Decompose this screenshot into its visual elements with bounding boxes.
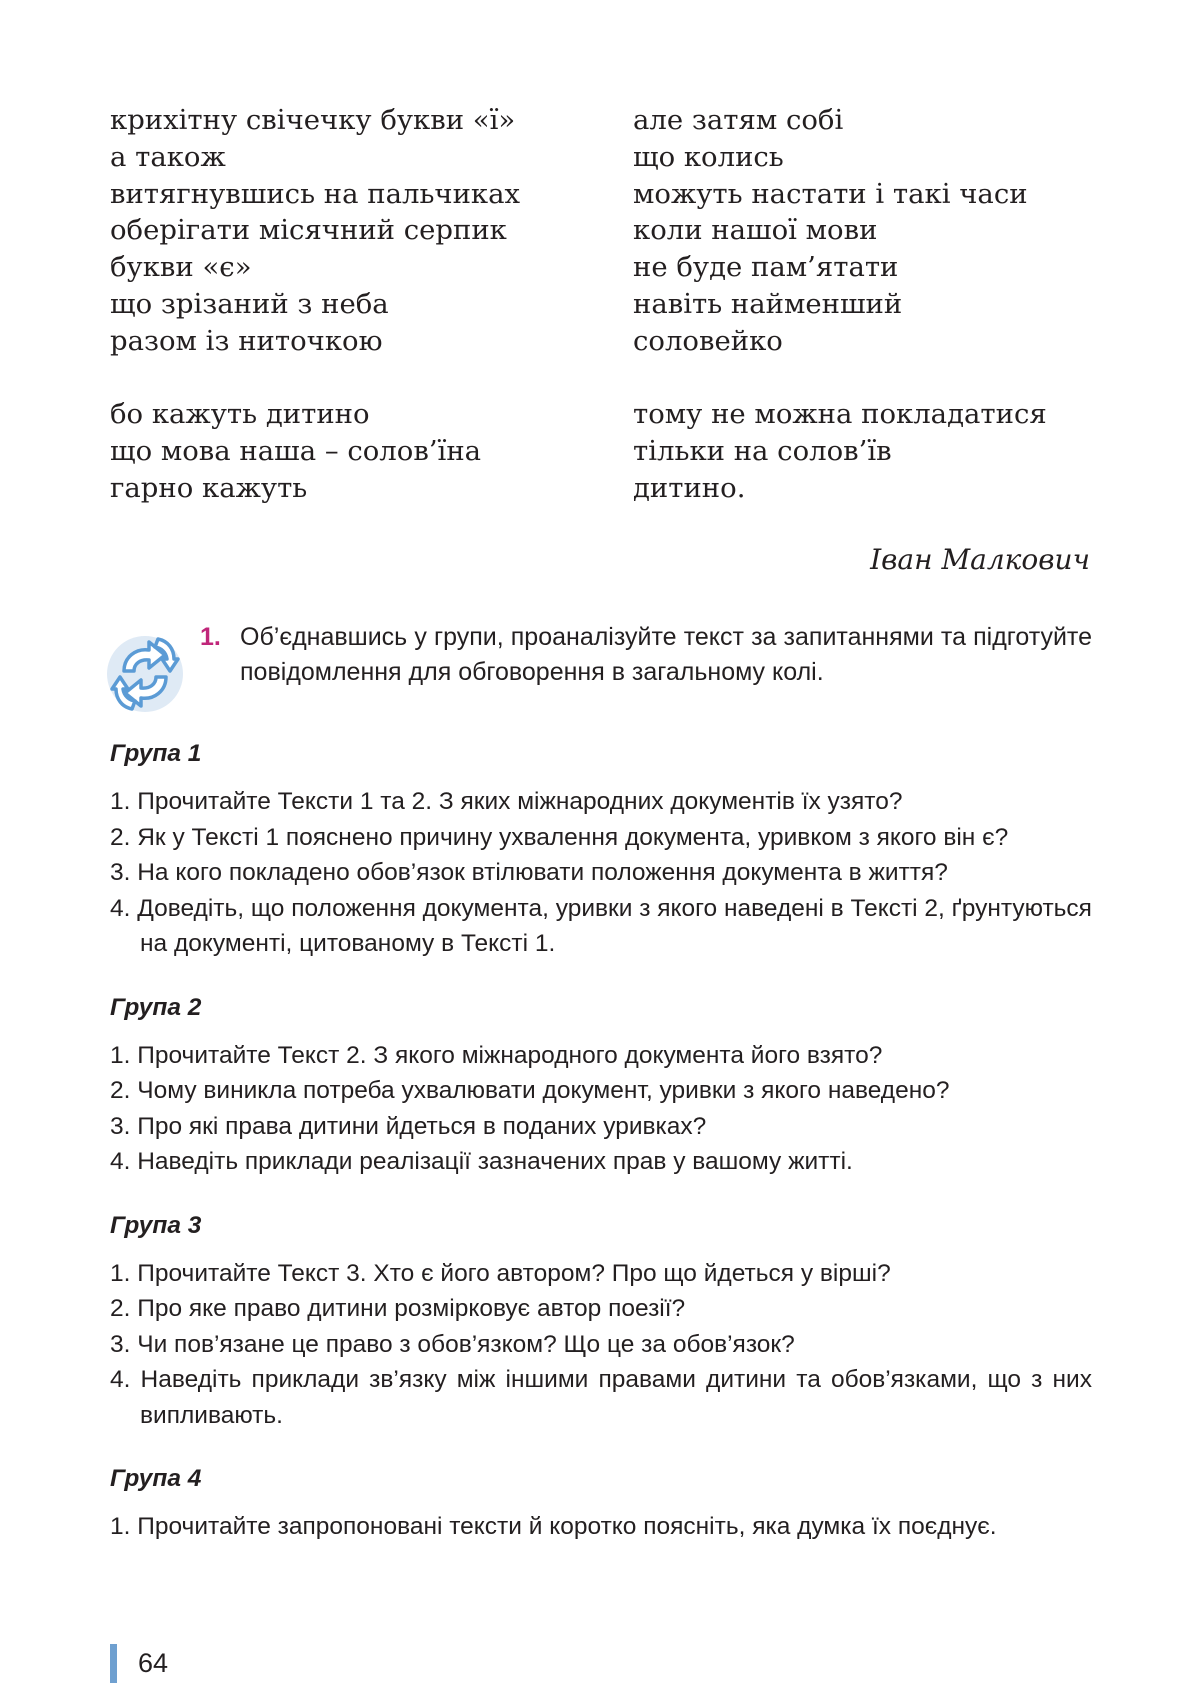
poem-line: оберігати місячний серпик — [110, 214, 507, 247]
poem-line: можуть настати і такі часи — [633, 177, 1028, 210]
group-title: Група 3 — [110, 1211, 202, 1239]
group-2 — [110, 990, 1092, 1180]
group-3 — [110, 1208, 1092, 1434]
poem-line: що колись — [633, 140, 784, 173]
groups — [110, 736, 1092, 1573]
group-work-cycle-icon — [104, 633, 186, 715]
page-number: 64 — [138, 1648, 169, 1678]
group-4 — [110, 1461, 1092, 1545]
poem-line: що мова наша – солов’їна — [110, 435, 482, 468]
question: 4. Наведіть приклади реалізації зазначених прав у вашому житті. — [110, 1148, 853, 1175]
question: 4. Наведіть приклади зв’язку між іншими правами дитини та обов’язками, що з них випливають. — [110, 1366, 1092, 1429]
poem-stanza — [110, 102, 520, 360]
question: 3. Чи пов’язане це право з обов’язком? Що це за обов’язок? — [110, 1330, 795, 1358]
poem-line: а також — [110, 140, 226, 173]
poem-line: тільки на солов’їв — [633, 435, 892, 468]
task-1 — [200, 620, 1092, 690]
question: 3. Про які права дитини йдеться в поданих уривках? — [110, 1112, 707, 1140]
poem-stanza — [633, 102, 1047, 360]
poem-line: але затям собі — [633, 104, 844, 136]
poem-right-column — [633, 102, 1047, 544]
poem-line: бо кажуть дитино — [110, 398, 370, 431]
group-title: Група 4 — [110, 1465, 202, 1492]
poem-line: дитино. — [633, 471, 746, 504]
poem-line: коли нашої мови — [633, 214, 878, 247]
poem-line: тому не можна покладатися — [633, 398, 1047, 431]
poem-line: витягнувшись на пальчиках — [110, 177, 521, 210]
question: 4. Доведіть, що положення документа, уривки з якого наведені в Тексті 2, ґрунтуються на документі, цитованому в Тексті 1. — [110, 894, 1092, 957]
poem-line: навіть найменший — [633, 287, 903, 320]
question: 1. Прочитайте запропоновані тексти й коротко поясніть, яка думка їх поєднує. — [110, 1513, 997, 1540]
group-title: Група 1 — [110, 740, 202, 767]
poem-stanza — [110, 396, 520, 506]
poem-line: гарно кажуть — [110, 471, 308, 504]
poem-line: що зрізаний з неба — [110, 287, 389, 320]
poem-left-column — [110, 102, 520, 544]
question: 1. Прочитайте Тексти 1 та 2. З яких міжнародних документів їх узято? — [110, 788, 903, 815]
question: 1. Прочитайте Текст 3. Хто є його автором? Про що йдеться у вірші? — [110, 1259, 891, 1287]
poem-author: Іван Малкович — [870, 543, 1090, 576]
poem-line: соловейко — [633, 324, 783, 357]
group-1 — [110, 736, 1092, 962]
question: 2. Про яке право дитини розмірковує автор поезії? — [110, 1295, 686, 1322]
task-number: 1. — [200, 623, 221, 651]
question: 2. Чому виникла потреба ухвалювати документ, уривки з якого наведено? — [110, 1077, 950, 1104]
group-title: Група 2 — [110, 993, 202, 1021]
poem-line: крихітну свічечку букви «ї» — [110, 104, 516, 136]
poem-stanza — [633, 396, 1047, 506]
question: 1. Прочитайте Текст 2. З якого міжнародного документа його взято? — [110, 1041, 883, 1069]
poem-line: не буде пам’ятати — [633, 251, 899, 284]
question: 3. На кого покладено обов’язок втілювати положення документа в життя? — [110, 859, 948, 886]
poem-line: разом із ниточкою — [110, 324, 383, 357]
task-text: Об’єднавшись у групи, проаналізуйте текст за запитаннями та підготуйте повідомлення для обговорення в загальному колі. — [240, 623, 1092, 686]
poem-line: букви «є» — [110, 251, 252, 284]
page-number-bar — [110, 1644, 117, 1683]
question: 2. Як у Тексті 1 пояснено причину ухвалення документа, уривком з якого він є? — [110, 823, 1009, 851]
